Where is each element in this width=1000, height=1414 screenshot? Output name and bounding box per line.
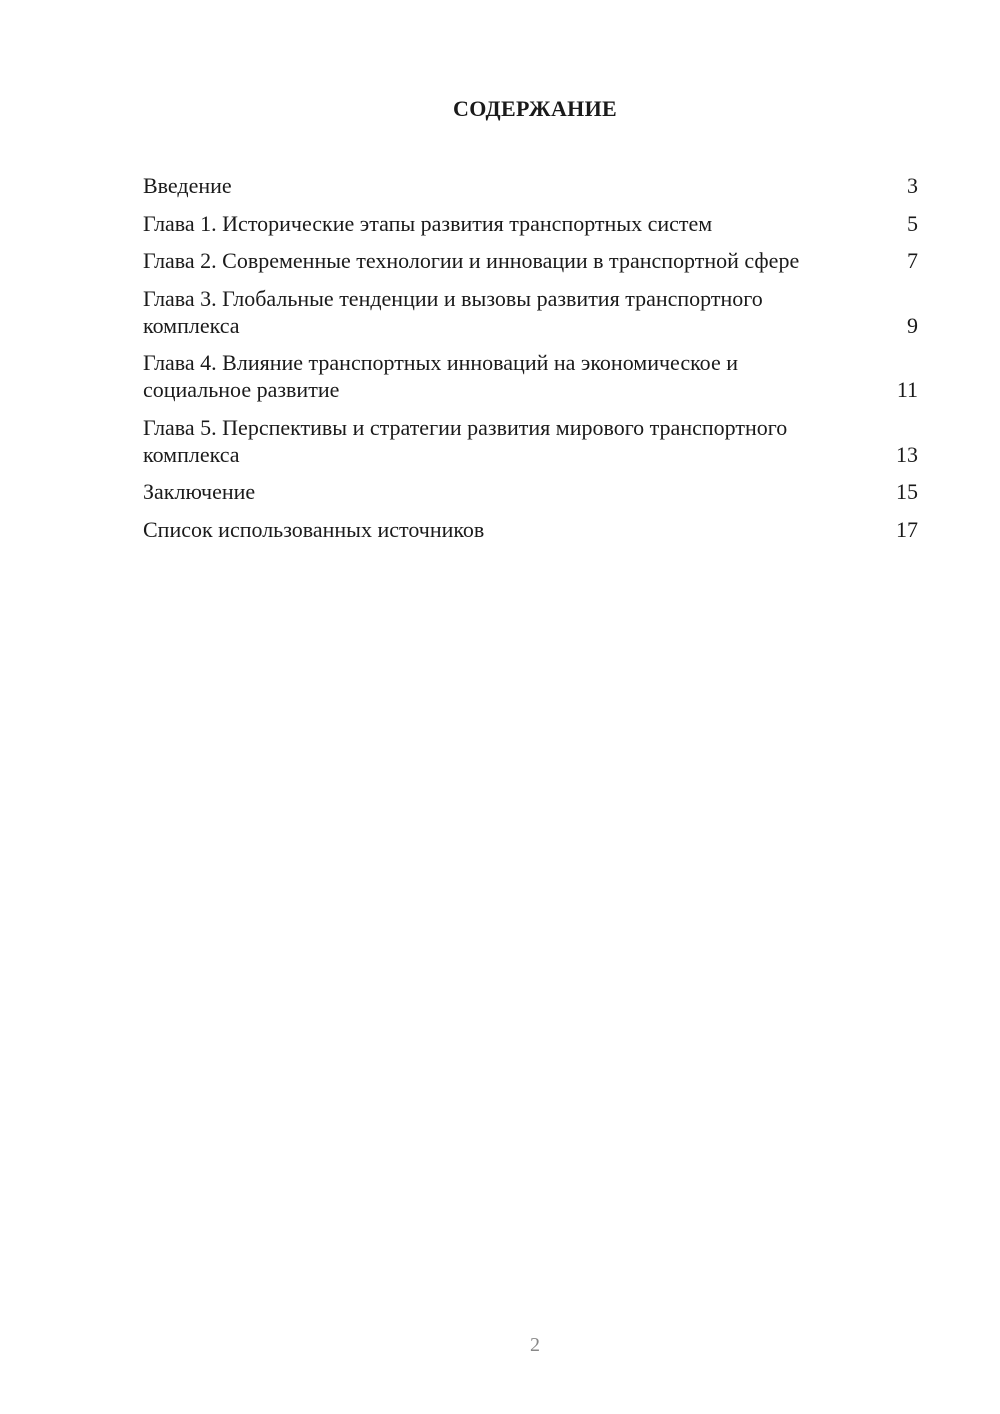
- toc-entry-page: 15: [896, 479, 918, 504]
- toc-entry-text: Глава 4. Влияние транспортных инноваций на экономическое и социальное развитие: [143, 350, 738, 402]
- toc-entry-chapter-4: [143, 349, 918, 403]
- toc-entry-page: 5: [907, 210, 918, 236]
- toc-entry-introduction: [143, 172, 918, 199]
- toc-entry-text: Список использованных источников: [143, 516, 485, 542]
- toc-entry-text: Глава 2. Современные технологии и инновации в транспортной сфере: [143, 248, 800, 273]
- toc-entry-page: 13: [896, 441, 918, 467]
- toc-entry-page: 3: [907, 173, 918, 198]
- toc-entry-chapter-3: [143, 285, 918, 339]
- toc-entry-chapter-5: [143, 414, 918, 468]
- toc-entry-text: Глава 3. Глобальные тенденции и вызовы развития транспортного комплекса: [143, 285, 763, 338]
- toc-entry-page: 17: [896, 516, 918, 542]
- toc-entry-chapter-1: [143, 210, 918, 237]
- toc-entry-text: Глава 5. Перспективы и стратегии развития мирового транспортного комплекса: [143, 414, 788, 467]
- toc-entry-conclusion: [143, 478, 918, 505]
- page-title: СОДЕРЖАНИЕ: [453, 96, 617, 121]
- page-number: 2: [530, 1334, 540, 1356]
- toc-entry-page: 7: [907, 248, 918, 273]
- toc-entry-page: 9: [907, 312, 918, 338]
- toc-entry-references: [143, 516, 918, 543]
- toc-entry-page: 11: [896, 377, 918, 402]
- toc-entry-text: Глава 1. Исторические этапы развития транспортных систем: [143, 210, 713, 236]
- toc-entry-text: Введение: [143, 173, 232, 198]
- toc-entry-text: Заключение: [143, 479, 256, 504]
- toc-entry-chapter-2: [143, 247, 918, 274]
- table-of-contents: [143, 172, 918, 553]
